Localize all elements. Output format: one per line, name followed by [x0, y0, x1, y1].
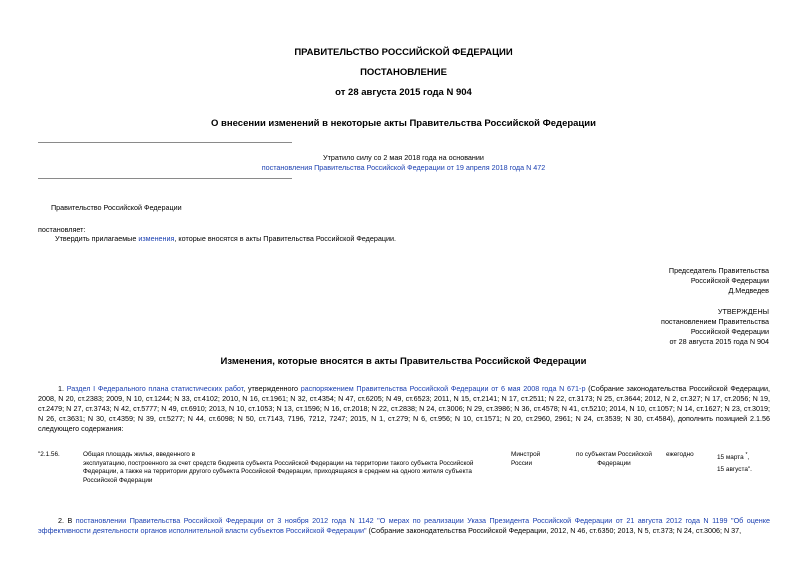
- government-label: Правительство Российской Федерации: [51, 203, 182, 212]
- status-line: Утратило силу со 2 мая 2018 года на основании: [323, 153, 484, 162]
- approve-text-end: , которые вносятся в акты Правительства Российской Федерации.: [174, 234, 396, 243]
- item-1-text-rest: (Собрание законодательства Российской Федерации, 2008, N 20, ст.2383; 2009, N 10, ст.1244; N 33, ст.4102; 2010, N 16, ст.1961; N 32, ст.4354; N 47, ст.6205; N 49, ст.6523; 2011, N 15, ст.2141; N 17, ст.2511; N 22, ст.3173; N 25, ст.3644; 2012, N 2, ст.327; N 17, ст.2056; N 19, ст.2479; N 27, ст.3743; N 42, ст.5777; N 49, ст.6910; 2013, N 10, ст.1053; N 13, ст.1596; N 16, ст.2018; N 22, ст.2838; N 24, ст.3006; N 29, ст.3986; N 36, ст.4578; N 41, ст.5210; 2014, N 10, ст.1057; N 14, ст.1627; N 23, ст.3019; N 26, ст.3631; N 30, ст.4359; N 39, ст.5277; N 44, ст.6098; N 50, ст.7143, 7196, 7212, 7247; 2015, N 1, ст.279; N 6, ст.956; N 10, ст.1571; N 20, ст.2960, 2961; N 24, ст.3539; N 30, ст.4584), дополнить позицией 2.1.56 следующего содержания:: [38, 384, 770, 433]
- government-name: ПРАВИТЕЛЬСТВО РОССИЙСКОЙ ФЕДЕРАЦИИ: [294, 47, 513, 58]
- approve-paragraph: [55, 234, 396, 244]
- row-agency-line1: Минстрой: [511, 451, 541, 458]
- deadline-footnote-mark: *: [745, 452, 748, 458]
- signature-title: Председатель Правительства: [668, 266, 769, 275]
- document-title: О внесении изменений в некоторые акты Правительства Российской Федерации: [211, 118, 596, 129]
- row-description-rest: эксплуатацию, построенного за счет средств бюджета субъекта Российской Федерации на территории такого субъекта Российской Федерации, а также на территории другого субъекта Российской Федерации, приходящаяся в среднем на одного жителя субъекта Российской Федерации: [83, 459, 474, 484]
- decree-1142-link[interactable]: постановлении Правительства Российской Федерации от 3 ноября 2012 года N 1142 "О мерах по реализации Указа Президента Российской Федерации от 21 августа 2012 года N 1199 "Об оценке эффективности деятельности органов исполнительной власти субъектов Российской Федерации": [38, 516, 770, 535]
- row-agency-line2: России: [511, 459, 533, 467]
- document-date-number: от 28 августа 2015 года N 904: [335, 87, 472, 98]
- approved-heading: УТВЕРЖДЕНЫ: [717, 307, 769, 316]
- row-description-first: Общая площадь жилья, введенного в: [83, 451, 195, 458]
- signature-name: Д.Медведев: [728, 286, 769, 295]
- changes-link[interactable]: изменения: [138, 234, 175, 243]
- decree-word: постановляет:: [38, 225, 86, 234]
- row-frequency: ежегодно: [666, 451, 694, 458]
- item-1-text: , утвержденного: [243, 384, 301, 393]
- row-agency: [511, 451, 540, 468]
- approve-text: Утвердить прилагаемые: [55, 234, 139, 243]
- item-2-number: 2. В: [58, 516, 76, 525]
- item-1-paragraph: [38, 384, 770, 434]
- item-2-paragraph: [38, 516, 770, 536]
- repeal-link[interactable]: постановления Правительства Российской Федерации от 19 апреля 2018 года N 472: [261, 163, 546, 172]
- row-deadlines: [717, 451, 752, 474]
- deadline-1-comma: ,: [747, 454, 750, 462]
- row-breakdown: [569, 451, 659, 468]
- order-671-link[interactable]: распоряжением Правительства Российской Федерации от 6 мая 2008 года N 671-р: [300, 384, 586, 393]
- row-number: "2.1.56.: [38, 451, 60, 458]
- item-2-text-rest: (Собрание законодательства Российской Федерации, 2012, N 46, ст.6350; 2013, N 5, ст.373; N 24, ст.3006; N 37,: [366, 526, 742, 535]
- signature-country: Российской Федерации: [690, 276, 769, 285]
- approved-country: Российской Федерации: [690, 327, 769, 336]
- divider-bottom: [38, 178, 292, 179]
- row-breakdown-line1: по субъектам Российской: [576, 451, 652, 458]
- item-1-number: 1.: [58, 384, 67, 393]
- statistical-plan-link[interactable]: Раздел I Федерального плана статистических работ: [66, 384, 244, 393]
- document-type: ПОСТАНОВЛЕНИЕ: [360, 67, 447, 78]
- approved-by: постановлением Правительства: [661, 317, 769, 326]
- approved-date: от 28 августа 2015 года N 904: [669, 337, 769, 346]
- row-description: [83, 451, 493, 485]
- divider-top: [38, 142, 292, 143]
- changes-title: Изменения, которые вносятся в акты Правительства Российской Федерации: [220, 356, 587, 367]
- row-breakdown-line2: Федерации: [597, 459, 631, 467]
- deadline-2: 15 августа".: [717, 465, 752, 473]
- deadline-1: 15 марта: [717, 454, 746, 462]
